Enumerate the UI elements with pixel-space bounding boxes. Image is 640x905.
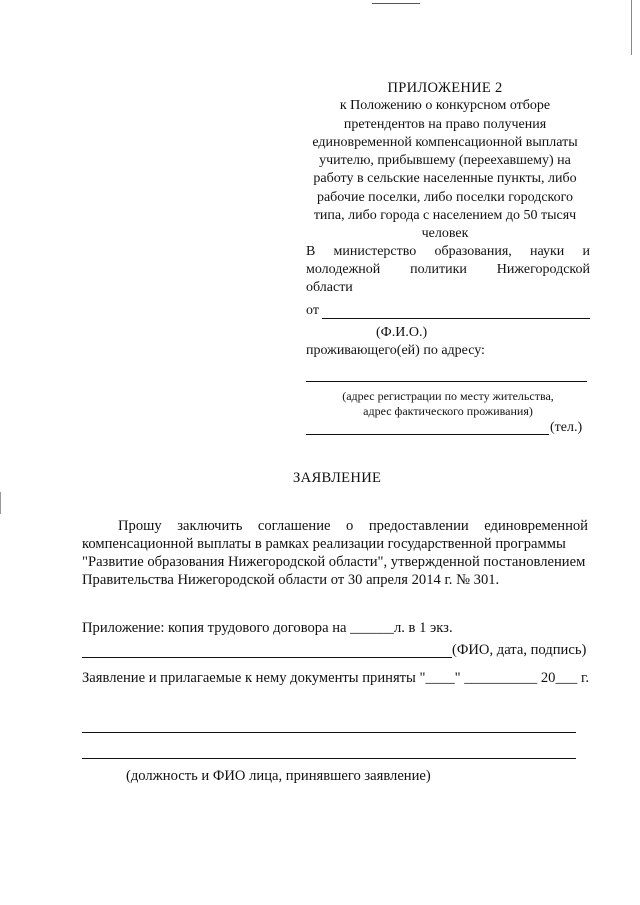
residing-label: проживающего(ей) по адресу:	[306, 343, 485, 358]
from-name-field[interactable]	[322, 302, 590, 319]
paragraph-word: о	[346, 518, 354, 534]
appendix-subtitle-line: типа, либо города с населением до 50 тысяч	[313, 208, 577, 224]
addressee-line-3: области	[306, 280, 353, 295]
addressee-word: молодежной	[306, 262, 381, 277]
paragraph-word: единовременной	[484, 518, 588, 534]
signature-field[interactable]	[82, 642, 452, 658]
paragraph-word: заключить	[177, 518, 243, 534]
addressee-line-2	[306, 261, 590, 279]
address-caption-1: (адрес регистрации по месту жительства,	[342, 389, 554, 403]
from-label: от	[306, 303, 319, 318]
position-field-line-2[interactable]	[82, 744, 576, 759]
paragraph-line-3: "Развитие образования Нижегородской области", утвержденной постановлением	[82, 554, 586, 570]
appendix-subtitle-line: к Положению о конкурсном отборе	[339, 98, 551, 114]
appendix-subtitle-line: работу в сельские населенные пункты, либо	[313, 171, 577, 187]
addressee-line-1	[306, 243, 590, 261]
addressee-block	[306, 243, 590, 297]
scan-edge-line-right	[631, 0, 632, 55]
position-caption: (должность и ФИО лица, принявшего заявление)	[126, 768, 431, 784]
paragraph-word: предоставлении	[368, 518, 469, 534]
appendix-title: ПРИЛОЖЕНИЕ 2	[387, 80, 503, 96]
attachment-pages-field[interactable]: ______	[350, 620, 394, 636]
addressee-word: В	[306, 244, 316, 259]
addressee-word: Нижегородской	[496, 262, 590, 277]
addressee-word: образования,	[434, 244, 512, 259]
address-field[interactable]	[306, 364, 587, 382]
paragraph-word: соглашение	[257, 518, 331, 534]
fio-caption: (Ф.И.О.)	[376, 325, 428, 340]
statement-paragraph	[82, 517, 588, 589]
phone-field[interactable]	[306, 420, 549, 435]
appendix-subtitle-line: единовременной компенсационной выплаты	[312, 134, 578, 150]
statement-heading: ЗАЯВЛЕНИЕ	[293, 470, 382, 486]
signature-caption: (ФИО, дата, подпись)	[452, 642, 587, 658]
appendix-subtitle-line: рабочие поселки, либо поселки городского	[316, 189, 574, 205]
paragraph-word: Прошу	[118, 518, 162, 534]
scan-edge-line-top	[372, 3, 420, 4]
addressee-word: политики	[410, 262, 467, 277]
scan-edge-mark-left	[0, 492, 1, 514]
address-caption-2: адрес фактического проживания)	[363, 404, 533, 418]
position-field-line-1[interactable]	[82, 718, 576, 733]
accepted-line: Заявление и прилагаемые к нему документы приняты "____" __________ 20___ г.	[82, 670, 589, 686]
attachment-suffix: л. в 1 экз.	[393, 620, 453, 636]
paragraph-line-2: компенсационной выплаты в рамках реализации государственной программы	[82, 536, 566, 552]
paragraph-line-4: Правительства Нижегородской области от 30 апреля 2014 г. № 301.	[82, 572, 500, 588]
appendix-subtitle-line: учителю, прибывшему (переехавшему) на	[319, 153, 571, 169]
addressee-word: науки	[530, 244, 565, 259]
addressee-word: и	[582, 244, 590, 259]
appendix-header	[300, 79, 590, 244]
phone-label: (тел.)	[550, 420, 583, 435]
attachment-line	[82, 620, 453, 637]
paragraph-line-1	[82, 517, 588, 535]
appendix-subtitle-line: человек	[421, 226, 469, 242]
attachment-prefix: Приложение: копия трудового договора на	[82, 620, 347, 636]
appendix-subtitle-line: претендентов на право получения	[343, 116, 547, 132]
addressee-word: министерство	[333, 244, 417, 259]
